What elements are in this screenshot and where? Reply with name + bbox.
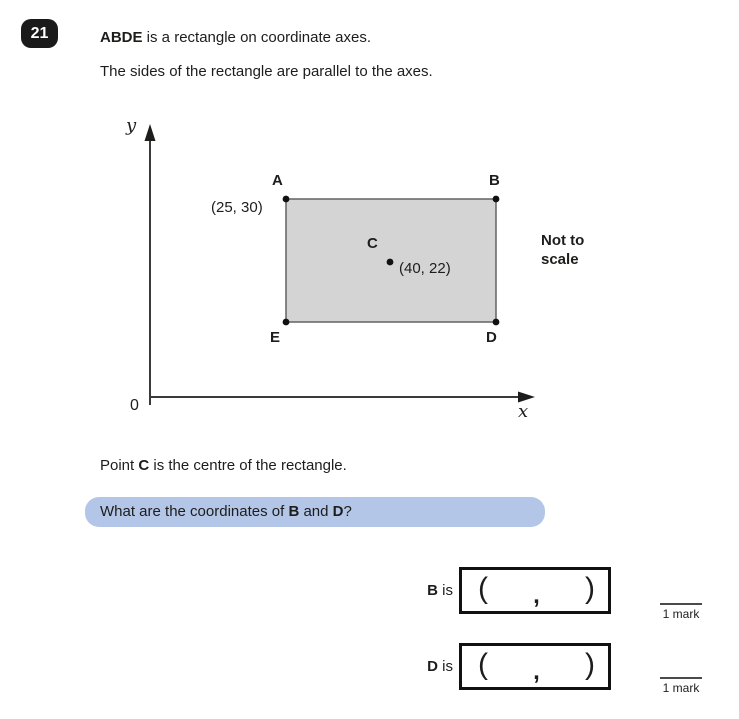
vertex-dot-b xyxy=(493,196,500,203)
answer-d-letter: D xyxy=(427,658,438,675)
answer-d-verb: is xyxy=(438,658,453,675)
answer-d-paren-close: ) xyxy=(584,647,595,681)
statement-rest: is a rectangle on coordinate axes. xyxy=(142,29,371,46)
centre-post: is the centre of the rectangle. xyxy=(149,457,347,474)
coord-label-c: (40, 22) xyxy=(399,260,451,277)
x-axis-label: x xyxy=(518,401,529,422)
mark-label: 1 mark xyxy=(662,681,700,695)
mark-label: 1 mark xyxy=(662,607,700,621)
question-number: 21 xyxy=(30,24,49,42)
vertex-dot-d xyxy=(493,319,500,326)
prompt-mid: and xyxy=(299,503,333,520)
question-statement-line1 xyxy=(100,29,371,47)
answer-b-paren-close: ) xyxy=(584,571,595,605)
prompt-bold-b: B xyxy=(288,503,300,520)
answer-b-comma: , xyxy=(533,581,540,609)
answer-b-verb: is xyxy=(438,582,453,599)
point-label-b: B xyxy=(489,172,500,189)
point-label-e: E xyxy=(270,329,281,346)
answer-d-mark xyxy=(653,677,709,695)
answer-d-paren-open: ( xyxy=(478,647,488,681)
question-prompt-bar xyxy=(85,497,545,527)
coord-label-a: (25, 30) xyxy=(211,199,263,216)
origin-label: 0 xyxy=(130,397,139,414)
mark-line xyxy=(660,677,702,679)
answer-d-box[interactable] xyxy=(459,643,611,690)
prompt-post: ? xyxy=(343,503,352,520)
vertex-dot-e xyxy=(283,319,290,326)
y-axis-label: y xyxy=(126,115,137,136)
centre-pre: Point xyxy=(100,457,139,474)
prompt-pre: What are the coordinates of xyxy=(100,503,289,520)
centre-bold-c: C xyxy=(138,457,150,474)
point-label-d: D xyxy=(486,329,497,346)
answer-b-box[interactable] xyxy=(459,567,611,614)
answer-b-letter: B xyxy=(427,582,438,599)
point-label-c: C xyxy=(367,235,378,252)
not-to-scale-line2: scale xyxy=(541,251,579,268)
prompt-bold-d: D xyxy=(332,503,344,520)
answer-b-mark xyxy=(653,603,709,621)
vertex-dot-a xyxy=(283,196,290,203)
answer-b-paren-open: ( xyxy=(478,571,488,605)
mark-line xyxy=(660,603,702,605)
answer-b-label xyxy=(401,582,453,599)
answer-d-comma: , xyxy=(533,657,540,685)
point-label-a: A xyxy=(272,172,283,189)
statement-bold-abde: ABDE xyxy=(100,29,143,46)
question-number-badge xyxy=(21,19,58,48)
centre-statement xyxy=(100,457,347,474)
answer-d-label xyxy=(401,658,453,675)
not-to-scale-line1: Not to xyxy=(541,232,585,249)
question-statement-line2: The sides of the rectangle are parallel to the axes. xyxy=(100,63,433,80)
coordinate-diagram xyxy=(120,112,600,412)
not-to-scale-note xyxy=(541,231,584,269)
centre-dot-c xyxy=(387,259,394,266)
question-prompt xyxy=(100,497,545,527)
y-axis-arrow-icon xyxy=(145,124,156,141)
